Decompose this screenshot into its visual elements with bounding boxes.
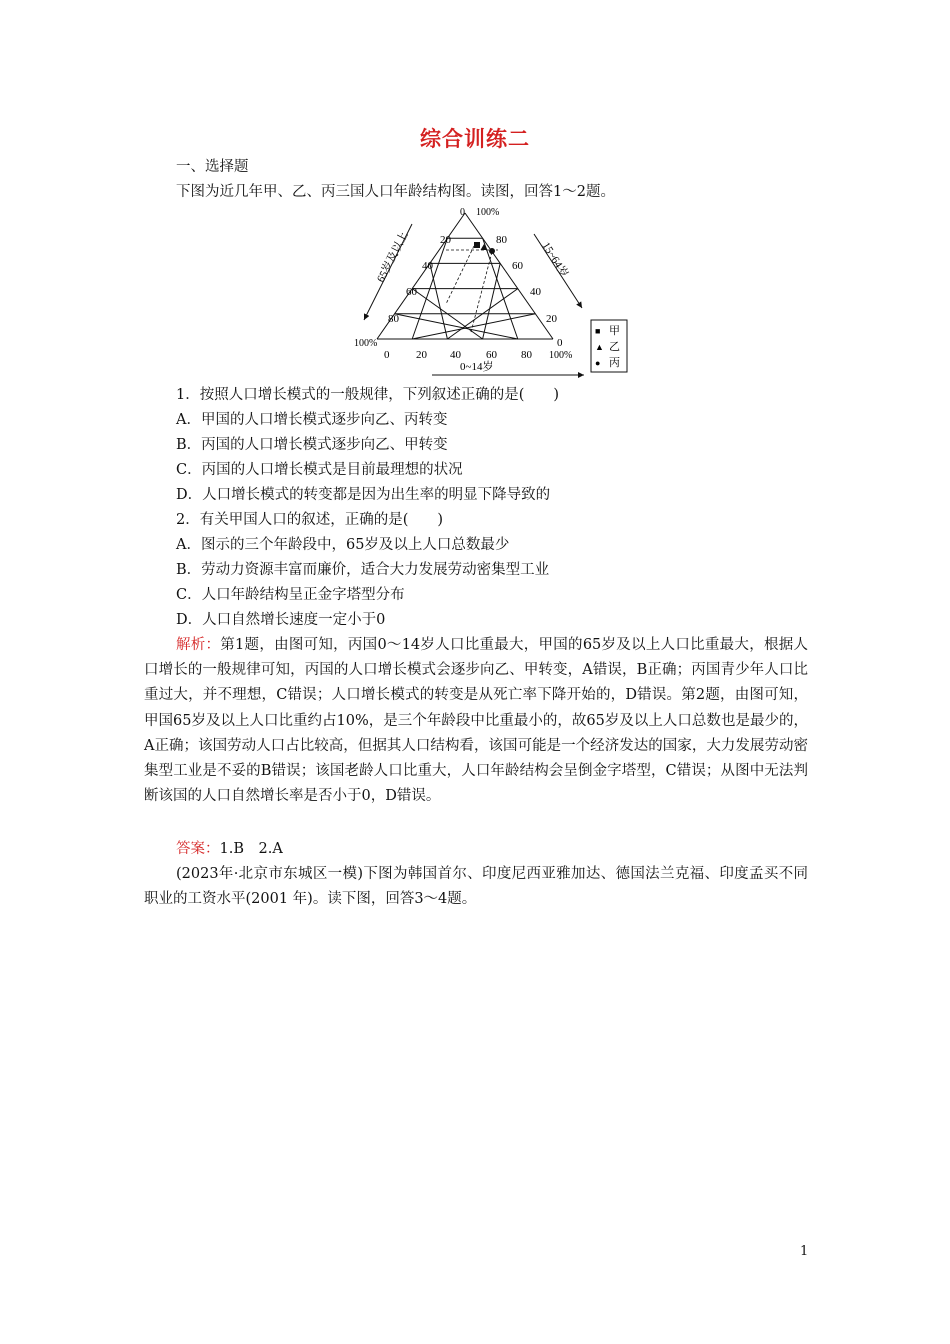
question-1-option-b: B．丙国的人口增长模式逐步向乙、甲转变 <box>176 437 448 453</box>
bottom-tick: 40 <box>450 349 461 361</box>
country-jia-marker <box>474 242 480 248</box>
page-number: 1 <box>800 1244 809 1259</box>
question-2-option-b: B．劳动力资源丰富而廉价，适合大力发展劳动密集型工业 <box>176 562 550 578</box>
left-tick: 80 <box>388 313 399 325</box>
country-bing-marker <box>489 248 495 254</box>
bottom-tick: 20 <box>416 349 427 361</box>
right-corner-label: 0 <box>557 337 563 349</box>
answer-text: 1.B 2.A <box>219 841 283 857</box>
legend-label: 甲 <box>609 325 620 337</box>
question-2-option-c: C．人口年龄结构呈正金字塔型分布 <box>176 587 405 603</box>
top-vertex-percent: 100% <box>476 207 500 218</box>
top-vertex-label: 0 <box>460 207 465 218</box>
page-title: 综合训练二 <box>420 126 530 151</box>
ternary-age-structure-chart <box>350 200 640 378</box>
question-1-option-c: C．丙国的人口增长模式是目前最理想的状况 <box>176 462 463 478</box>
right-tick: 60 <box>512 260 523 272</box>
section-heading: 一、选择题 <box>176 159 249 175</box>
left-axis-label: 65岁及以上 <box>374 229 411 285</box>
legend-label: 丙 <box>609 357 620 369</box>
dashed-guide <box>471 252 492 332</box>
question-2-option-a: A．图示的三个年龄段中，65岁及以上人口总数最少 <box>176 537 510 553</box>
legend-symbol-square: ■ <box>595 326 601 336</box>
bottom-tick: 80 <box>521 349 532 361</box>
question-1-option-d: D．人口增长模式的转变都是因为出生率的明显下降导致的 <box>176 487 551 503</box>
left-tick: 20 <box>440 234 451 246</box>
right-tick: 40 <box>530 286 541 298</box>
next-question-intro: (2023年·北京市东城区一模)下图为韩国首尔、印度尼西亚雅加达、德国法兰克福、印度孟买不同职业的工资水平(2001 年)。读下图，回答3～4题。 <box>144 866 808 908</box>
legend-label: 乙 <box>609 341 620 353</box>
left-tick: 40 <box>422 260 433 272</box>
intro-text: 下图为近几年甲、乙、丙三国人口年龄结构图。读图，回答1～2题。 <box>176 184 615 200</box>
analysis-paragraph <box>144 633 808 809</box>
question-2-option-d: D．人口自然增长速度一定小于0 <box>176 612 386 628</box>
legend-symbol-triangle: ▲ <box>595 342 604 352</box>
left-tick: 60 <box>406 286 417 298</box>
answer-label: 答案： <box>176 841 220 857</box>
question-1-stem: 1．按照人口增长模式的一般规律，下列叙述正确的是( ) <box>176 387 560 403</box>
question-1-option-a: A．甲国的人口增长模式逐步向乙、丙转变 <box>176 412 448 428</box>
legend-symbol-circle: ● <box>595 358 601 368</box>
bottom-tick: 100% <box>549 350 573 361</box>
right-tick: 20 <box>546 313 557 325</box>
country-yi-marker <box>481 244 488 250</box>
analysis-text: 第1题，由图可知，丙国0～14岁人口比重最大，甲国的65岁及以上人口比重最大，根据人口增长的一般规律可知，丙国的人口增长模式会逐步向乙、甲转变，A错误，B正确；丙国青少年人口比重过大，并不理想，C错误；人口增长模式的转变是从死亡率下降开始的，D错误。第2题，由图可知，甲国65岁及以上人口比重约占10%，是三个年龄段中比重最小的，故65岁及以上人口总数也是最少的，A正确；该国劳动人口占比较高，但据其人口结构看，该国可能是一个经济发达的国家，大力发展劳动密集型工业是不妥的B错误；该国老龄人口比重大，人口年龄结构会呈倒金字塔型，C错误；从图中无法判断该国的人口自然增长率是否小于0，D错误。 <box>144 637 808 805</box>
left-corner-label: 100% <box>354 338 378 349</box>
right-axis-label: 15~64岁 <box>539 240 571 280</box>
bottom-tick: 0 <box>384 349 390 361</box>
grid-line-right <box>483 263 501 339</box>
right-tick: 80 <box>496 234 507 246</box>
triangle-edge <box>465 213 553 339</box>
answer-paragraph <box>144 837 808 862</box>
analysis-label: 解析： <box>176 637 221 653</box>
dashed-guide <box>446 246 474 304</box>
question-2-stem: 2．有关甲国人口的叙述，正确的是( ) <box>176 512 444 528</box>
bottom-tick: 60 <box>486 349 497 361</box>
bottom-axis-label: 0~14岁 <box>460 361 494 373</box>
grid-line-left <box>430 263 448 339</box>
